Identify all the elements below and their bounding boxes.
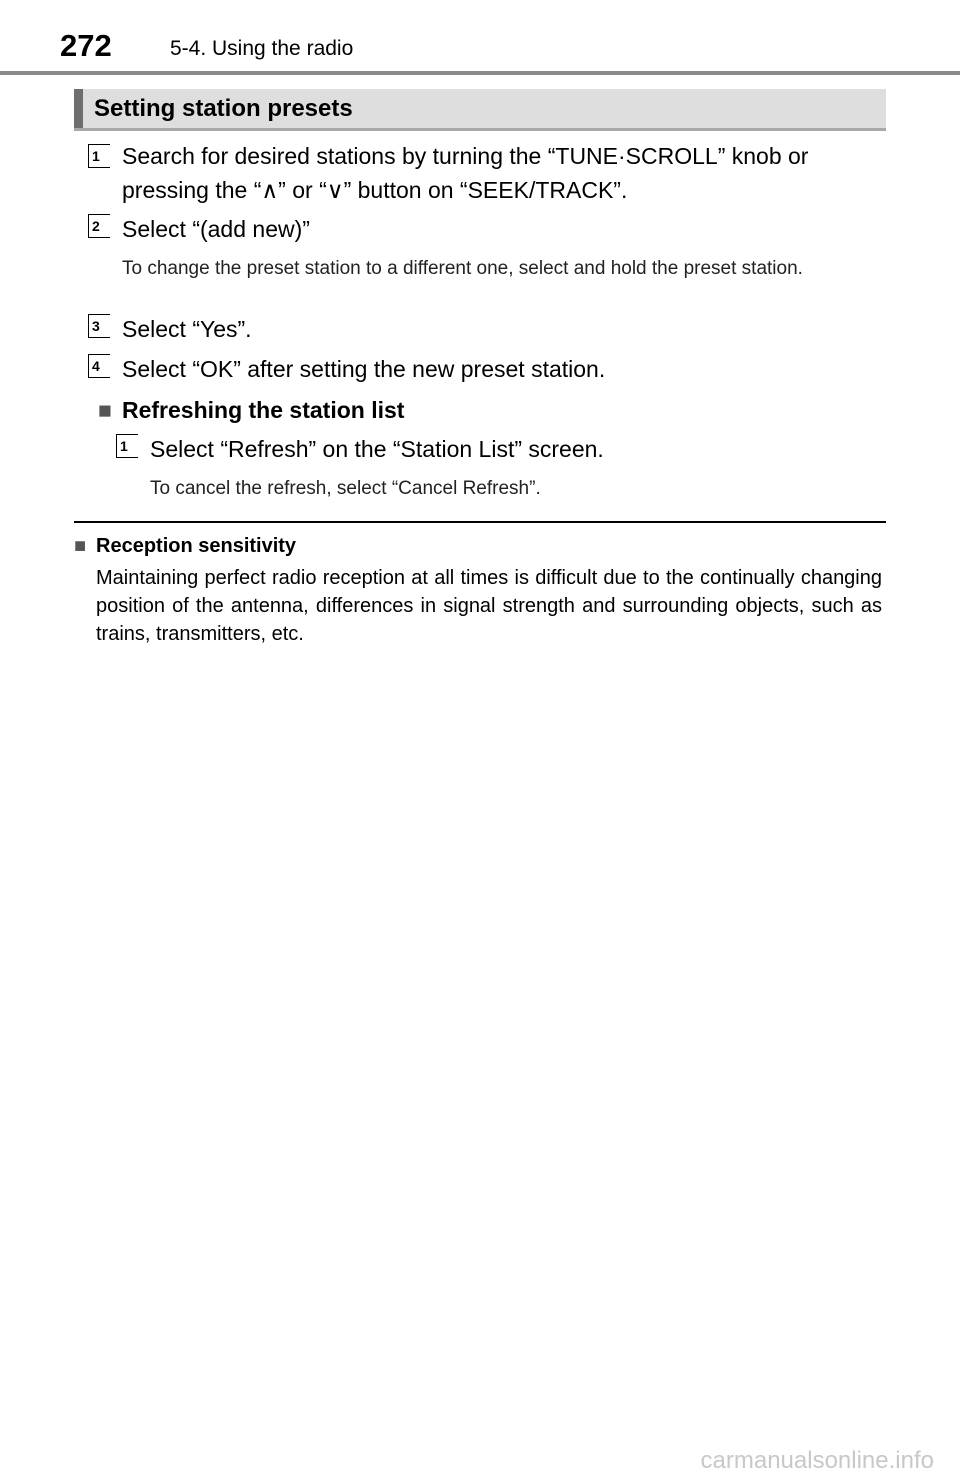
info-body: Maintaining perfect radio reception at all times is difficult due to the continually changing position of the antenna, differences in signal strength and surrounding objects, such as trains, transmitters, etc.: [96, 567, 882, 645]
step-number-badge: 2: [88, 214, 110, 238]
step-1-text-line-1: Search for desired stations by turning the “TUNE·SCROLL” knob or: [122, 143, 809, 169]
step-2-note: To change the preset station to a different one, select and hold the preset station.: [122, 258, 803, 279]
subsection-title: Refreshing the station list: [122, 397, 405, 423]
step-number-badge: 1: [116, 434, 138, 458]
step-2-text: Select “(add new)”: [122, 216, 310, 242]
step-4-text: Select “OK” after setting the new preset station.: [122, 356, 606, 382]
step-number-badge: 3: [88, 314, 110, 338]
step-number-badge: 1: [88, 144, 110, 168]
info-title: Reception sensitivity: [96, 535, 297, 557]
chapter-title: 5-4. Using the radio: [170, 37, 354, 60]
step-1-text-line-2: pressing the “∧” or “∨” button on “SEEK/TRACK”.: [122, 177, 628, 203]
subsection-step-note: To cancel the refresh, select “Cancel Refresh”.: [150, 478, 541, 499]
subsection-step-text: Select “Refresh” on the “Station List” screen.: [150, 436, 604, 462]
section-heading-accent: [74, 89, 83, 128]
step-3-text: Select “Yes”.: [122, 316, 252, 342]
section-divider: [74, 521, 886, 523]
section-heading: [74, 89, 886, 131]
square-bullet-icon: ■: [74, 535, 87, 557]
page-number: 272: [60, 28, 112, 63]
section-title: Setting station presets: [94, 95, 353, 122]
header-rule: [0, 71, 960, 75]
step-number-badge: 4: [88, 354, 110, 378]
square-bullet-icon: ■: [98, 397, 112, 423]
watermark: carmanualsonline.info: [700, 1447, 934, 1474]
